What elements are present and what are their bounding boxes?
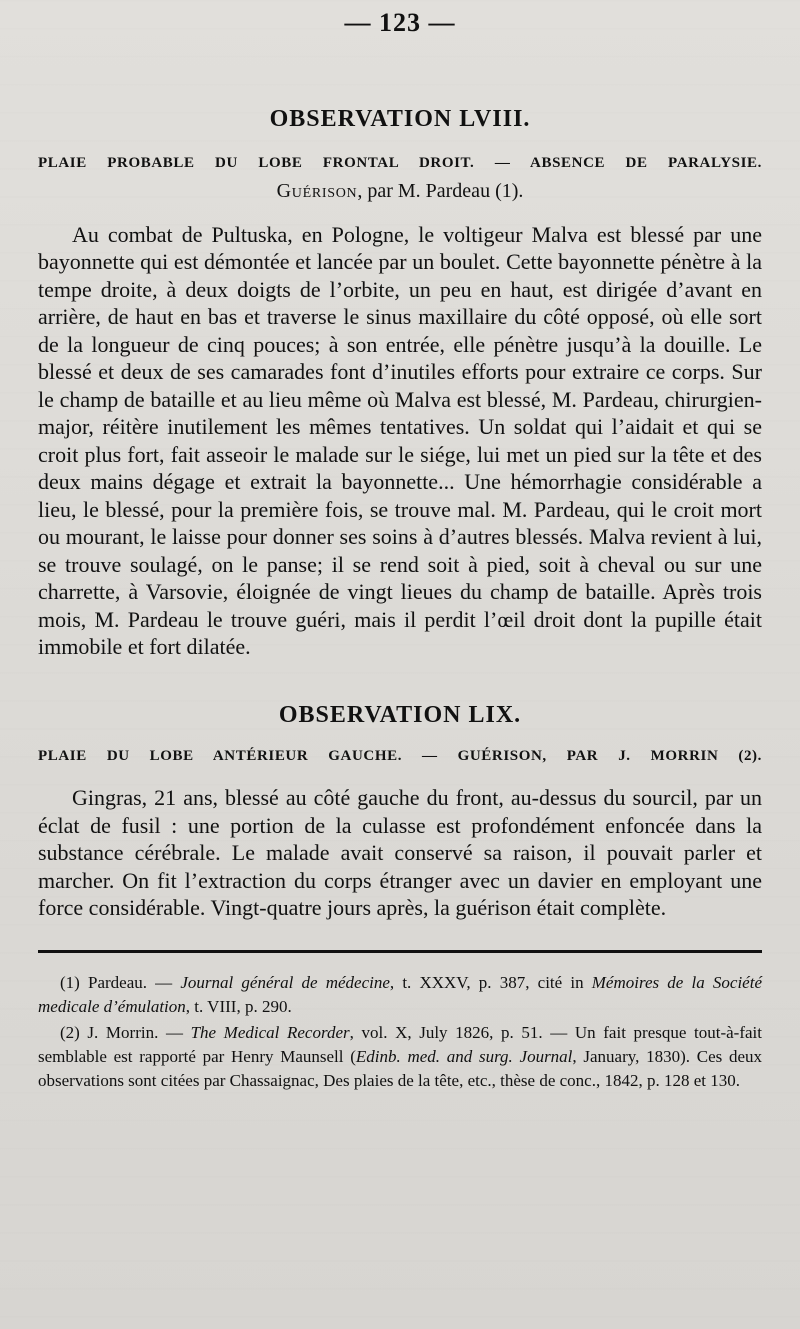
footnote-text: , t. XXXV, p. 387, cité in	[389, 972, 592, 992]
footnote-2	[38, 1021, 762, 1093]
footnote-text: , January, 1830). Ces deux observations sont citées par Chassaignac, Des plaies de la tête, etc., thèse de conc., 1842, p. 128 et 130.	[38, 1046, 762, 1090]
footnote-text: , t. VIII, p. 290.	[185, 996, 292, 1016]
footnote-italic-title: The Medical Recorder	[190, 1022, 350, 1042]
footnote-italic-title: Mémoires de la Société medicale d’émulation	[38, 972, 762, 1016]
observation-title: OBSERVATION LVIII.	[269, 106, 531, 132]
footnote-1	[38, 971, 762, 1019]
footnote-text: , vol. X, July 1826, p. 51. — Un fait presque tout-à-fait semblable est rapporté par Henry Maunsell (	[38, 1022, 762, 1066]
observation-attribution	[38, 179, 762, 203]
observation-lix	[38, 701, 762, 922]
footnote-prefix: (1) Pardeau. —	[60, 972, 181, 992]
observation-subtitle: PLAIE PROBABLE DU LOBE FRONTAL DROIT. — ABSENCE DE PARALYSIE.	[38, 154, 762, 171]
attribution-label: Guérison	[276, 179, 358, 202]
footnote-prefix: (2) J. Morrin. —	[60, 1022, 191, 1042]
attribution-text: , par M. Pardeau (1).	[357, 179, 524, 202]
footnote-italic-title: Journal général de médecine	[180, 972, 390, 992]
page-content	[38, 105, 762, 1093]
observation-paragraph: Au combat de Pultuska, en Pologne, le voltigeur Malva est blessé par une bayonnette qui est démontée et lancée par un boulet. Cette bayonnette pénètre à la tempe droite, à deux doigts de l’orbite, un peu en haut, est dirigée d’avant en arrière, de haut en bas et traverse le sinus maxillaire du côté opposé, où elle sort de la longueur de cinq pouces; à son entrée, elle pénètre jusqu’à la douille. Le blessé et deux de ses camarades font d’inutiles efforts pour extraire ce corps. Sur le champ de bataille et au lieu même où Malva est blessé, M. Pardeau, chirurgien-major, réitère inutilement les mêmes tentatives. Un soldat qui l’aidait et qui se croit plus fort, fait asseoir le malade sur le siége, lui met un pied sur la tête et des deux mains dégage et extrait la bayonnette... Une hémorrhagie considérable a lieu, le blessé, pour la première fois, se trouve mal. M. Pardeau, qui le croit mort ou mourant, le laisse pour donner ses soins à d’autres blessés. Malva revient à lui, se trouve soulagé, on le panse; il se rend soit à pied, soit à cheval ou sur une charrette, à Varsovie, éloignée de vingt lieues du champ de bataille. Après trois mois, M. Pardeau le trouve guéri, mais il perdit l’œil droit dont la pupille était immobile et fort dilatée.	[38, 221, 762, 660]
footnote-italic-title: Edinb. med. and surg. Journal	[355, 1046, 573, 1066]
observation-paragraph: Gingras, 21 ans, blessé au côté gauche du front, au-dessus du sourcil, par un éclat de fusil : une portion de la culasse est profondément enfoncée dans la substance cérébrale. Le malade avait conservé sa raison, il pouvait parler et marcher. On fit l’extraction du corps étranger avec un davier en employant une force considérable. Vingt-quatre jours après, la guérison était complète.	[38, 785, 762, 921]
page-number: — 123 —	[344, 8, 456, 37]
section-gap	[38, 661, 762, 701]
footnotes	[38, 971, 762, 1093]
footnote-rule	[38, 950, 762, 953]
observation-lviii	[38, 105, 762, 661]
observation-subtitle: PLAIE DU LOBE ANTÉRIEUR GAUCHE. — GUÉRISON, PAR J. MORRIN (2).	[38, 748, 762, 765]
observation-title: OBSERVATION LIX.	[278, 701, 522, 728]
